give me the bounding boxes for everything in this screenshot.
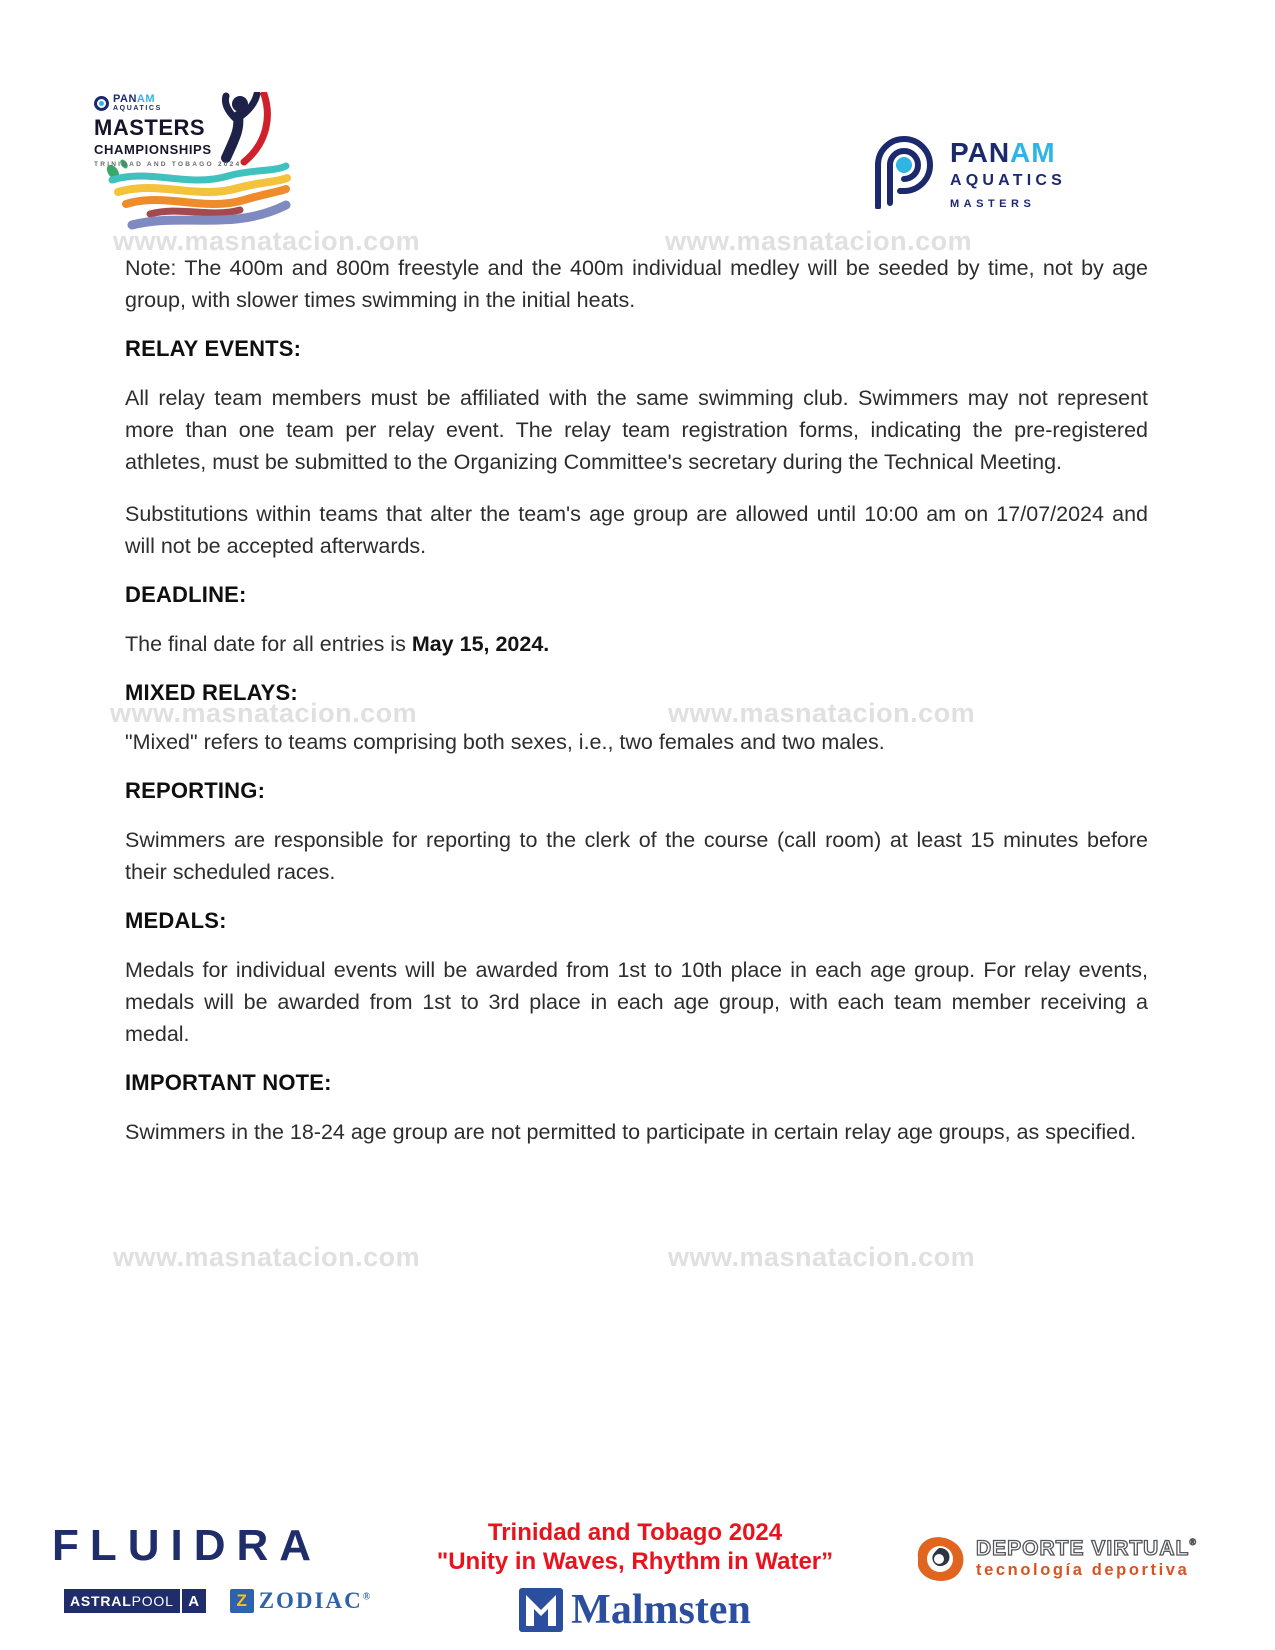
section-heading-medals: MEDALS: [125, 908, 227, 933]
masters-championships-logo [88, 92, 303, 232]
deadline-date: May 15, 2024. [411, 632, 550, 656]
logo-tagline: TRINIDAD AND TOBAGO 2024 [94, 161, 242, 168]
orange-pick-icon [912, 1532, 968, 1584]
watermark: www.masnatacion.com [113, 1242, 421, 1272]
section-heading-reporting: REPORTING: [125, 778, 266, 803]
logo-title: MASTERS [94, 115, 206, 140]
event-title: Trinidad and Tobago 2024 [487, 1519, 783, 1546]
mini-panam-brand [94, 94, 224, 112]
medals-paragraph: Medals for individual events will be awarded from 1st to 10th place in each age group. For relay events, medals will be awarded from 1st to 3rd place in each age group, with each team member receiving a medal. [125, 958, 1148, 1046]
mixed-relays-paragraph: "Mixed" refers to teams comprising both sexes, i.e., two females and two males. [125, 730, 885, 754]
deporte-virtual-tagline: tecnología deportiva [976, 1560, 1190, 1579]
panam-wordmark: PANAM [950, 137, 1056, 168]
masters-label: MASTERS [950, 198, 1036, 210]
mini-panam-wordmark: PANAM [113, 93, 156, 105]
astralpool-a-icon: A [182, 1589, 206, 1613]
malmsten-wordmark: Malmsten [571, 1587, 751, 1633]
deadline-paragraph: The final date for all entries is May 15, 2024. [125, 632, 550, 656]
watermark: www.masnatacion.com [665, 226, 973, 256]
relay-events-paragraph-1: All relay team members must be affiliated with the same swimming club. Swimmers may not represent more than one team per relay event. The relay team registration forms, indicating the pre-registered athletes, must be submitted to the Organizing Committee's secretary during the Technical Meeting. [125, 386, 1148, 474]
section-heading-mixed-relays: MIXED RELAYS: [125, 680, 298, 705]
watermark: www.masnatacion.com [110, 698, 418, 728]
important-note-paragraph: Swimmers in the 18-24 age group are not permitted to participate in certain relay age groups, as specified. [125, 1120, 1137, 1144]
aquatics-label: AQUATICS [950, 172, 1066, 189]
fluidra-wordmark: FLUIDRA [52, 1521, 323, 1570]
panam-p-mark-icon [870, 133, 934, 209]
zodiac-z-icon: Z [230, 1589, 254, 1613]
malmsten-m-icon [519, 1588, 563, 1632]
section-heading-important-note: IMPORTANT NOTE: [125, 1070, 332, 1095]
watermark: www.masnatacion.com [668, 1242, 976, 1272]
malmsten-logo [400, 1588, 870, 1632]
watermark: www.masnatacion.com [668, 698, 976, 728]
relay-events-paragraph-2: Substitutions within teams that alter the team's age group are allowed until 10:00 am on 17/07/2024 and will not be accepted afterwards. [125, 502, 1148, 558]
mini-aquatics-label: AQUATICS [113, 105, 162, 112]
zodiac-logo: Z ZODIAC® [230, 1588, 373, 1614]
document-body [125, 252, 1148, 1168]
panam-aquatics-logo [870, 133, 1066, 210]
footer-center-block [400, 1518, 870, 1632]
fluidra-logo-block [52, 1521, 373, 1614]
deporte-virtual-wordmark: DEPORTE VIRTUAL® [976, 1536, 1197, 1560]
reporting-paragraph: Swimmers are responsible for reporting to the clerk of the course (call room) at least 15 minutes before their scheduled races. [125, 828, 1148, 884]
panam-p-mini-icon [94, 96, 109, 111]
astralpool-logo: ASTRAL POOL A [64, 1589, 206, 1613]
event-slogan: "Unity in Waves, Rhythm in Water” [436, 1548, 834, 1575]
logo-subtitle: CHAMPIONSHIPS [94, 142, 212, 157]
watermark: www.masnatacion.com [113, 226, 421, 256]
deporte-virtual-logo [912, 1532, 1197, 1584]
section-heading-deadline: DEADLINE: [125, 582, 247, 607]
section-heading-relay-events: RELAY EVENTS: [125, 336, 302, 361]
note-paragraph: Note: The 400m and 800m freestyle and the 400m individual medley will be seeded by time, not by age group, with slower times swimming in the initial heats. [125, 256, 1148, 312]
